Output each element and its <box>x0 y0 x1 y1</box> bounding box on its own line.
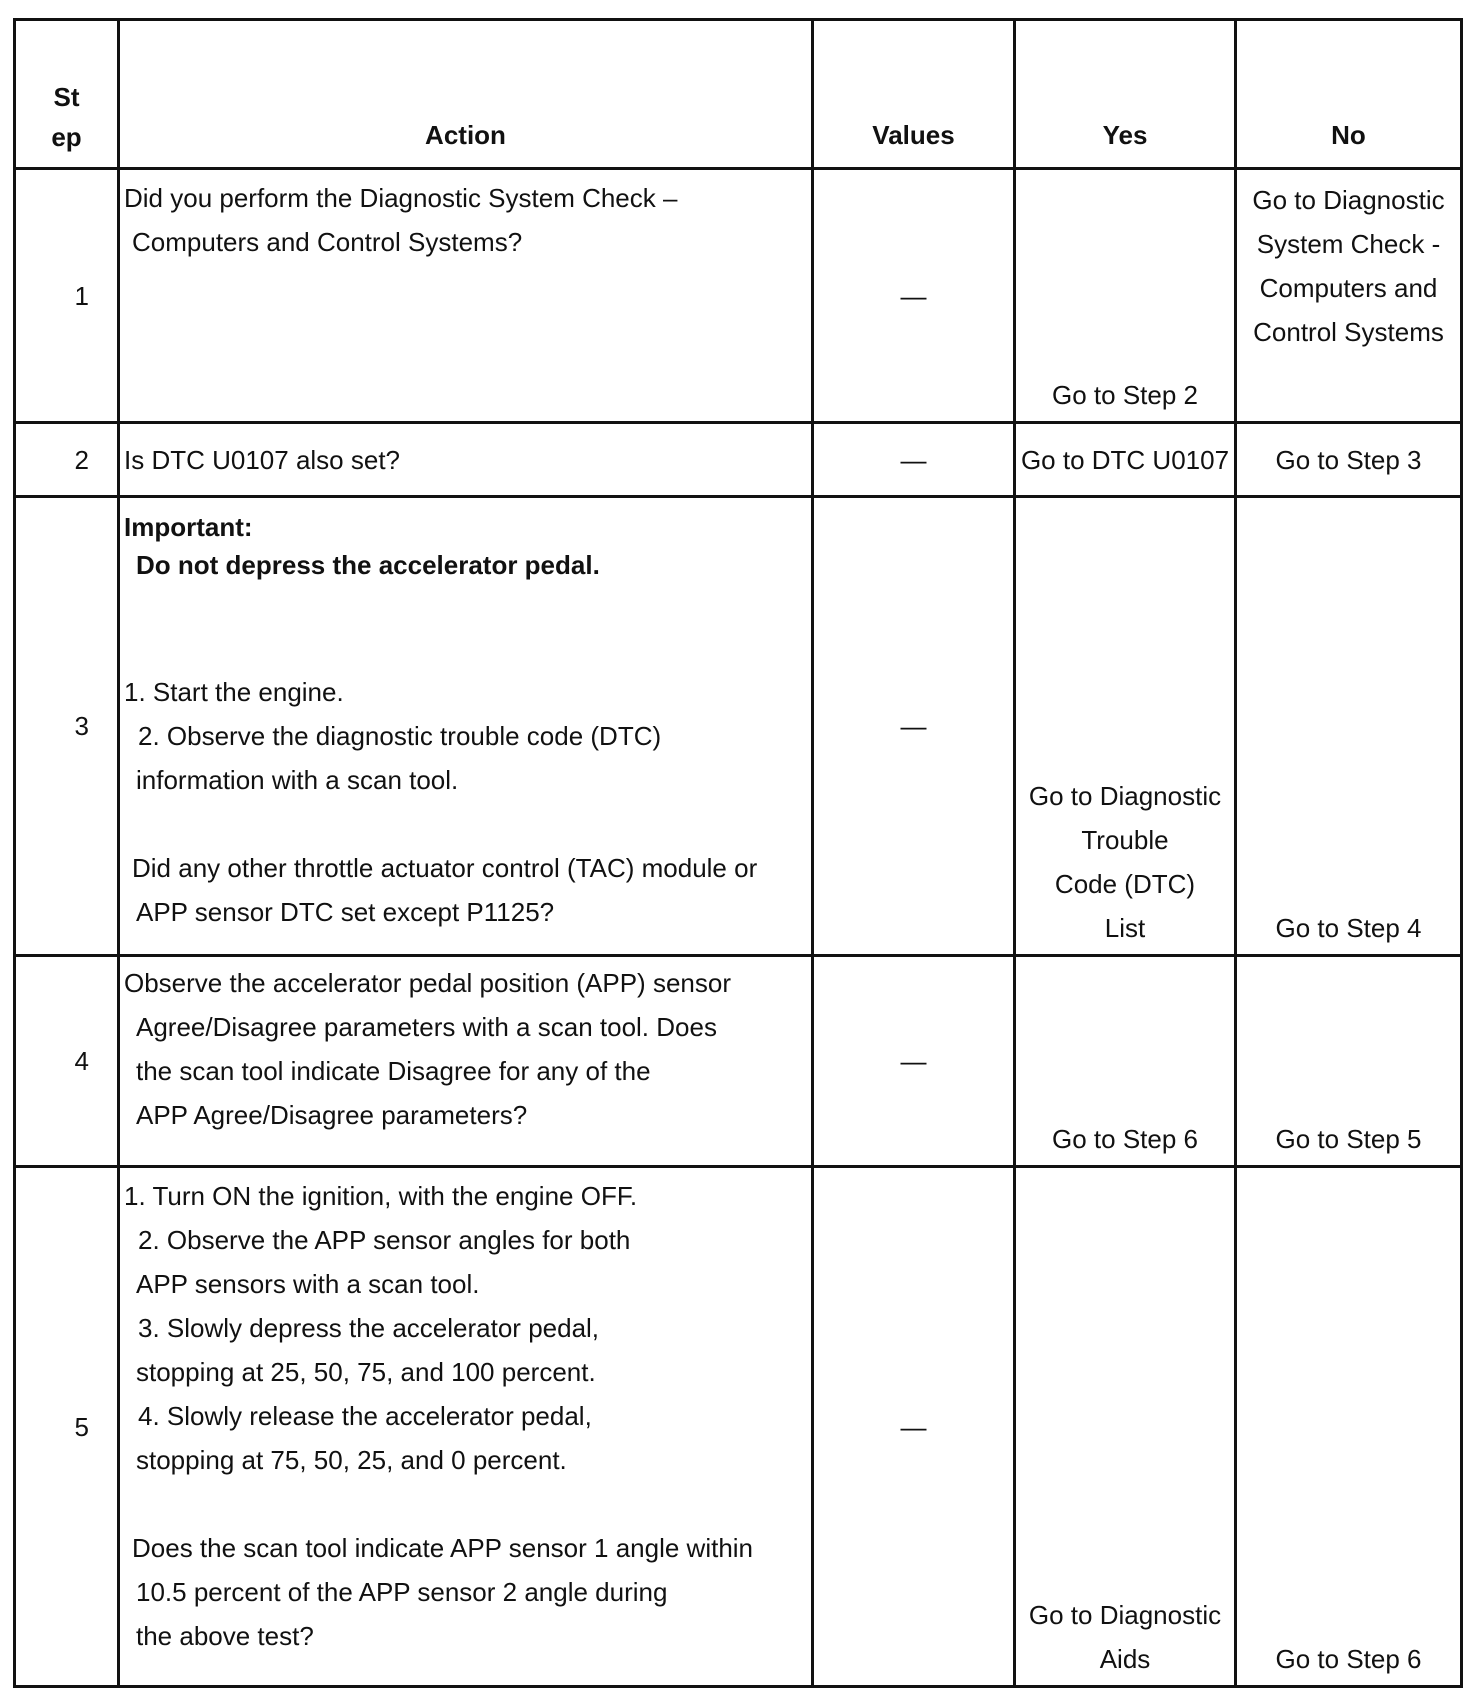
no-cell <box>1236 423 1462 497</box>
step-number: 2 <box>15 423 119 497</box>
action-line: 2. Observe the APP sensor angles for both <box>138 1225 631 1255</box>
yes-link-line[interactable]: Aids <box>1099 1644 1151 1674</box>
no-cell <box>1236 1167 1462 1687</box>
table-row <box>15 956 1462 1167</box>
important-label: Important: <box>124 512 253 542</box>
action-line: APP Agree/Disagree parameters? <box>136 1100 528 1130</box>
no-link-step-4[interactable]: Go to Step 4 <box>1275 913 1422 943</box>
action-cell <box>119 169 813 423</box>
values-cell: — <box>813 1167 1015 1687</box>
yes-link-step-6[interactable]: Go to Step 6 <box>1052 1124 1198 1154</box>
action-line: stopping at 75, 50, 25, and 0 percent. <box>136 1445 567 1475</box>
action-line: Observe the accelerator pedal position (APP) sensor <box>124 968 731 998</box>
action-cell <box>119 497 813 956</box>
action-cell <box>119 956 813 1167</box>
table-row <box>15 1167 1462 1687</box>
action-cell <box>119 423 813 497</box>
no-cell <box>1236 497 1462 956</box>
header-values: Values <box>813 20 1015 169</box>
yes-link-step-2[interactable]: Go to Step 2 <box>1052 380 1198 410</box>
header-step-line1: St <box>53 82 80 112</box>
header-action: Action <box>119 20 813 169</box>
action-line: APP sensors with a scan tool. <box>136 1269 480 1299</box>
table-row <box>15 169 1462 423</box>
yes-cell[interactable] <box>1015 1167 1236 1687</box>
important-text: Do not depress the accelerator pedal. <box>136 550 600 580</box>
action-line: 3. Slowly depress the accelerator pedal, <box>138 1313 600 1343</box>
header-yes: Yes <box>1015 20 1236 169</box>
yes-link-line[interactable]: Code (DTC) <box>1054 869 1196 899</box>
action-line: 1. Start the engine. <box>124 677 344 707</box>
yes-link-line[interactable]: Go to Diagnostic <box>1028 781 1222 811</box>
action-line: the above test? <box>136 1621 314 1651</box>
no-link-line[interactable]: Computers and <box>1259 273 1438 303</box>
action-line: APP sensor DTC set except P1125? <box>136 897 555 927</box>
action-line: Does the scan tool indicate APP sensor 1 angle within <box>132 1533 754 1563</box>
action-line: Computers and Control Systems? <box>132 227 523 257</box>
no-link-line[interactable]: Control Systems <box>1253 317 1444 347</box>
no-cell[interactable] <box>1236 169 1462 423</box>
values-cell: — <box>813 423 1015 497</box>
no-link-step-3[interactable]: Go to Step 3 <box>1275 444 1422 475</box>
action-line: Did any other throttle actuator control (TAC) module or <box>132 853 758 883</box>
values-cell: — <box>813 956 1015 1167</box>
action-line: Did you perform the Diagnostic System Check – <box>124 183 678 213</box>
yes-link-line[interactable]: Trouble <box>1081 825 1169 855</box>
table-row <box>15 497 1462 956</box>
yes-cell[interactable] <box>1015 497 1236 956</box>
no-link-line[interactable]: System Check - <box>1256 229 1441 259</box>
diagnostic-table <box>13 18 1463 1688</box>
step-number: 3 <box>15 497 119 956</box>
header-step <box>15 20 119 169</box>
header-row <box>15 20 1462 169</box>
action-line: 10.5 percent of the APP sensor 2 angle during <box>136 1577 668 1607</box>
action-cell <box>119 1167 813 1687</box>
no-link-line[interactable]: Go to Diagnostic <box>1252 185 1445 215</box>
no-cell <box>1236 956 1462 1167</box>
header-step-line2: ep <box>51 122 82 152</box>
values-cell: — <box>813 497 1015 956</box>
action-line: Agree/Disagree parameters with a scan tool. Does <box>136 1012 717 1042</box>
action-line: Is DTC U0107 also set? <box>124 444 401 475</box>
no-link-step-5[interactable]: Go to Step 5 <box>1275 1124 1422 1154</box>
values-cell: — <box>813 169 1015 423</box>
header-no: No <box>1236 20 1462 169</box>
yes-link-line[interactable]: List <box>1104 913 1146 943</box>
step-number: 5 <box>15 1167 119 1687</box>
action-line: information with a scan tool. <box>136 765 459 795</box>
yes-cell <box>1015 423 1236 497</box>
yes-cell <box>1015 169 1236 423</box>
action-line: the scan tool indicate Disagree for any of the <box>136 1056 651 1086</box>
yes-cell <box>1015 956 1236 1167</box>
action-line: 1. Turn ON the ignition, with the engine OFF. <box>124 1181 638 1211</box>
yes-link-dtc-u0107[interactable]: Go to DTC U0107 <box>1020 444 1230 475</box>
step-number: 1 <box>15 169 119 423</box>
action-line: stopping at 25, 50, 75, and 100 percent. <box>136 1357 596 1387</box>
action-line: 4. Slowly release the accelerator pedal, <box>138 1401 592 1431</box>
table-row <box>15 423 1462 497</box>
action-line: 2. Observe the diagnostic trouble code (DTC) <box>138 721 662 751</box>
step-number: 4 <box>15 956 119 1167</box>
yes-link-line[interactable]: Go to Diagnostic <box>1028 1600 1222 1630</box>
no-link-step-6[interactable]: Go to Step 6 <box>1275 1644 1422 1674</box>
